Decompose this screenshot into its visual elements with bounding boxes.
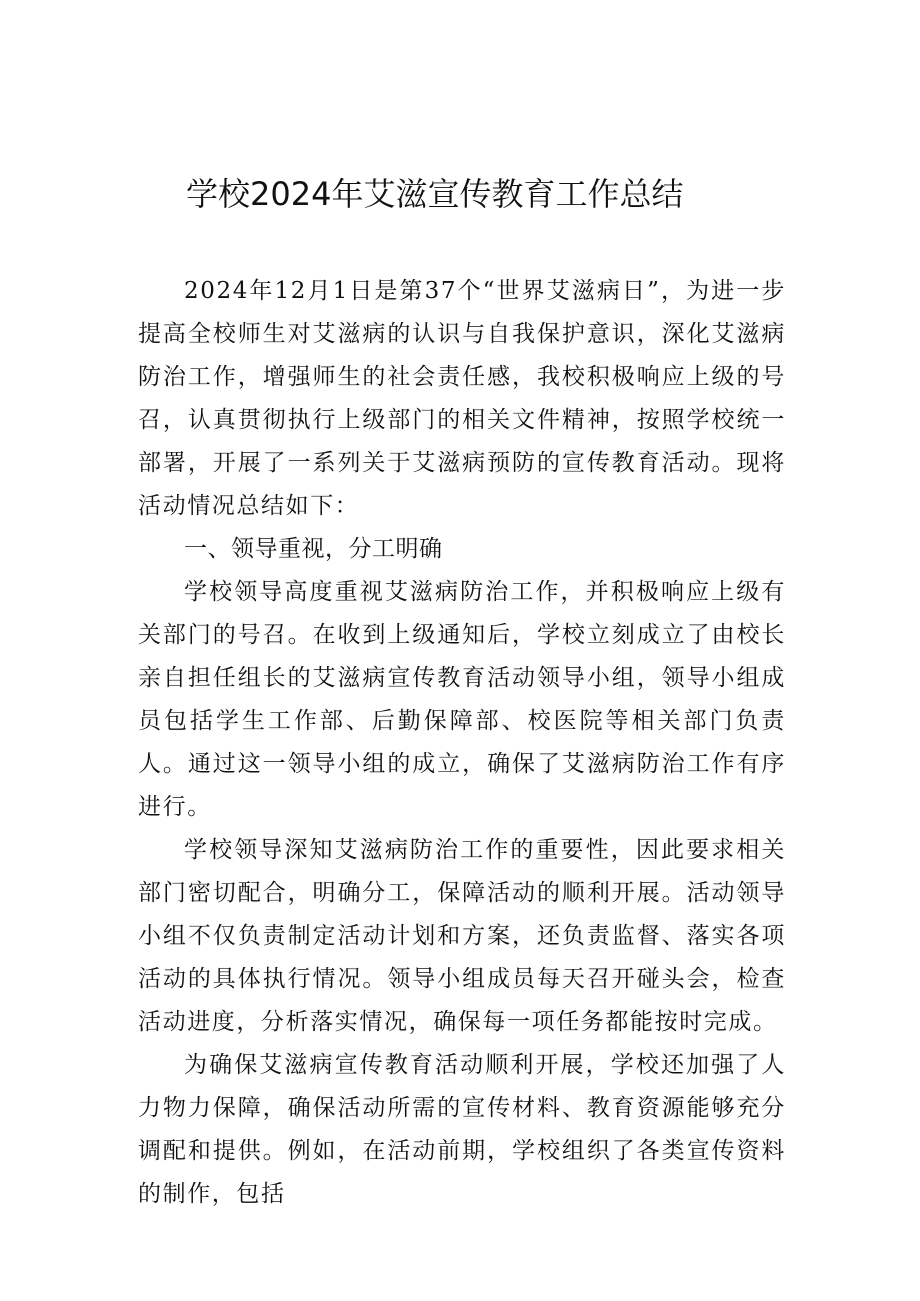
body-paragraph: 为确保艾滋病宣传教育活动顺利开展，学校还加强了人力物力保障，确保活动所需的宣传材料、教育资源能够充分调配和提供。例如，在活动前期，学校组织了各类宣传资料的制作，包括	[138, 1052, 786, 1207]
section-heading: 一、领导重视，分工明确	[184, 536, 443, 562]
body-paragraph: 学校领导高度重视艾滋病防治工作，并积极响应上级有关部门的号召。在收到上级通知后，学校立刻成立了由校长亲自担任组长的艾滋病宣传教育活动领导小组，领导小组成员包括学生工作部、后勤保障部、校医院等相关部门负责人。通过这一领导小组的成立，确保了艾滋病防治工作有序进行。	[138, 579, 786, 820]
body-paragraph: 学校领导深知艾滋病防治工作的重要性，因此要求相关部门密切配合，明确分工，保障活动的顺利开展。活动领导小组不仅负责制定活动计划和方案，还负责监督、落实各项活动的具体执行情况。领导小组成员每天召开碰头会，检查活动进度，分析落实情况，确保每一项任务都能按时完成。	[138, 837, 786, 1035]
document-body	[138, 270, 786, 1216]
intro-paragraph: 2024年12月1日是第37个“世界艾滋病日”，为进一步提高全校师生对艾滋病的认识与自我保护意识，深化艾滋病防治工作，增强师生的社会责任感，我校积极响应上级的号召，认真贯彻执行上级部门的相关文件精神，按照学校统一部署，开展了一系列关于艾滋病预防的宣传教育活动。现将活动情况总结如下：	[138, 278, 786, 519]
document-title: 学校2024年艾滋宣传教育工作总结	[186, 175, 684, 213]
